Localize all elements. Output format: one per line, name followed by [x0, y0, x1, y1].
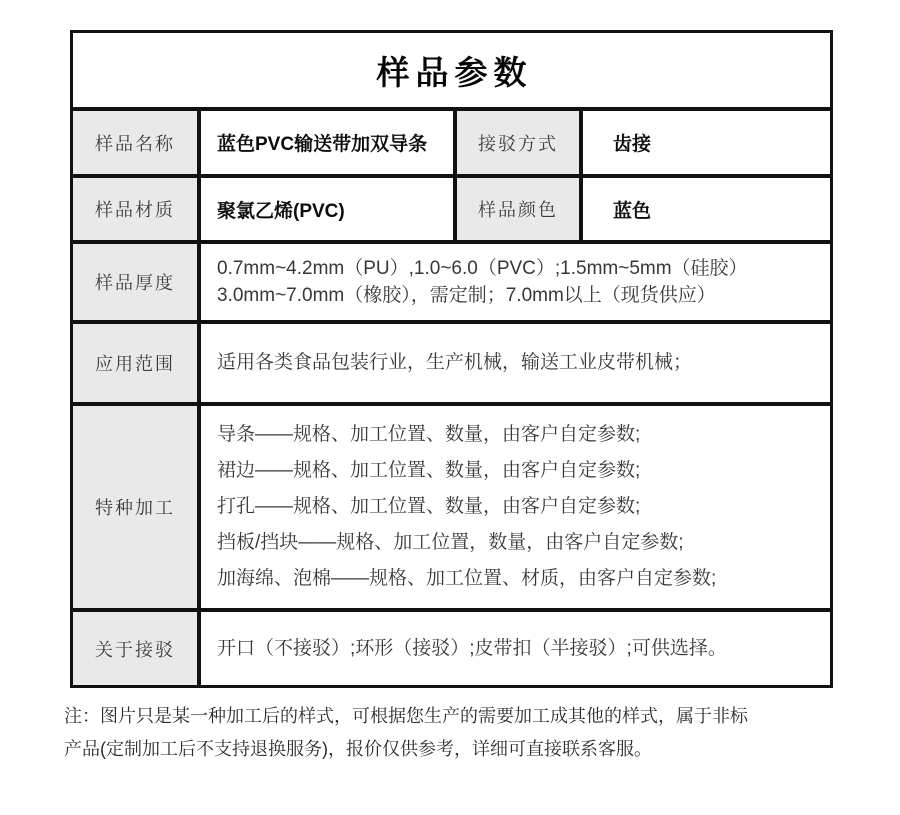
value-about-joints [201, 612, 830, 685]
value-special-processing [201, 406, 830, 608]
special-processing-line-4: 挡板/挡块——规格、加工位置，数量，由客户自定参数; [217, 532, 684, 553]
thickness-line-2: 3.0mm~7.0mm（橡胶），需定制；7.0mm以上（现货供应） [217, 285, 716, 306]
value-sample-material: 聚氯乙烯(PVC) [201, 178, 453, 240]
label-joint-method: 接驳方式 [457, 111, 579, 174]
label-special-processing: 特种加工 [73, 406, 197, 608]
about-joints-line: 开口（不接驳）;环形（接驳）;皮带扣（半接驳）;可供选择。 [217, 637, 727, 659]
thickness-line-1: 0.7mm~4.2mm（PU）,1.0~6.0（PVC）;1.5mm~5mm（硅胶） [217, 258, 748, 279]
label-sample-thickness: 样品厚度 [73, 244, 197, 320]
value-sample-name: 蓝色PVC输送带加双导条 [201, 111, 453, 174]
application-line: 适用各类食品包装行业，生产机械，输送工业皮带机械； [217, 352, 693, 373]
label-sample-material: 样品材质 [73, 178, 197, 240]
special-processing-line-1: 导条——规格、加工位置、数量，由客户自定参数; [217, 424, 641, 445]
footnote [64, 700, 864, 766]
footnote-line-2: 产品(定制加工后不支持退换服务)，报价仅供参考，详细可直接联系客服。 [64, 739, 652, 759]
label-application-scope: 应用范围 [73, 324, 197, 402]
label-sample-color: 样品颜色 [457, 178, 579, 240]
sample-parameters-table [70, 30, 833, 688]
footnote-line-1: 注：图片只是某一种加工后的样式，可根据您生产的需要加工成其他的样式，属于非标 [64, 706, 748, 726]
label-about-joints: 关于接驳 [73, 612, 197, 685]
special-processing-line-5: 加海绵、泡棉——规格、加工位置、材质，由客户自定参数; [217, 568, 717, 589]
label-sample-name: 样品名称 [73, 111, 197, 174]
value-application-scope [201, 324, 830, 402]
value-sample-color: 蓝色 [583, 178, 830, 240]
special-processing-line-2: 裙边——规格、加工位置、数量，由客户自定参数; [217, 460, 641, 481]
value-sample-thickness [201, 244, 830, 320]
table-title: 样品参数 [73, 33, 830, 107]
value-joint-method: 齿接 [583, 111, 830, 174]
special-processing-line-3: 打孔——规格、加工位置、数量，由客户自定参数; [217, 496, 641, 517]
